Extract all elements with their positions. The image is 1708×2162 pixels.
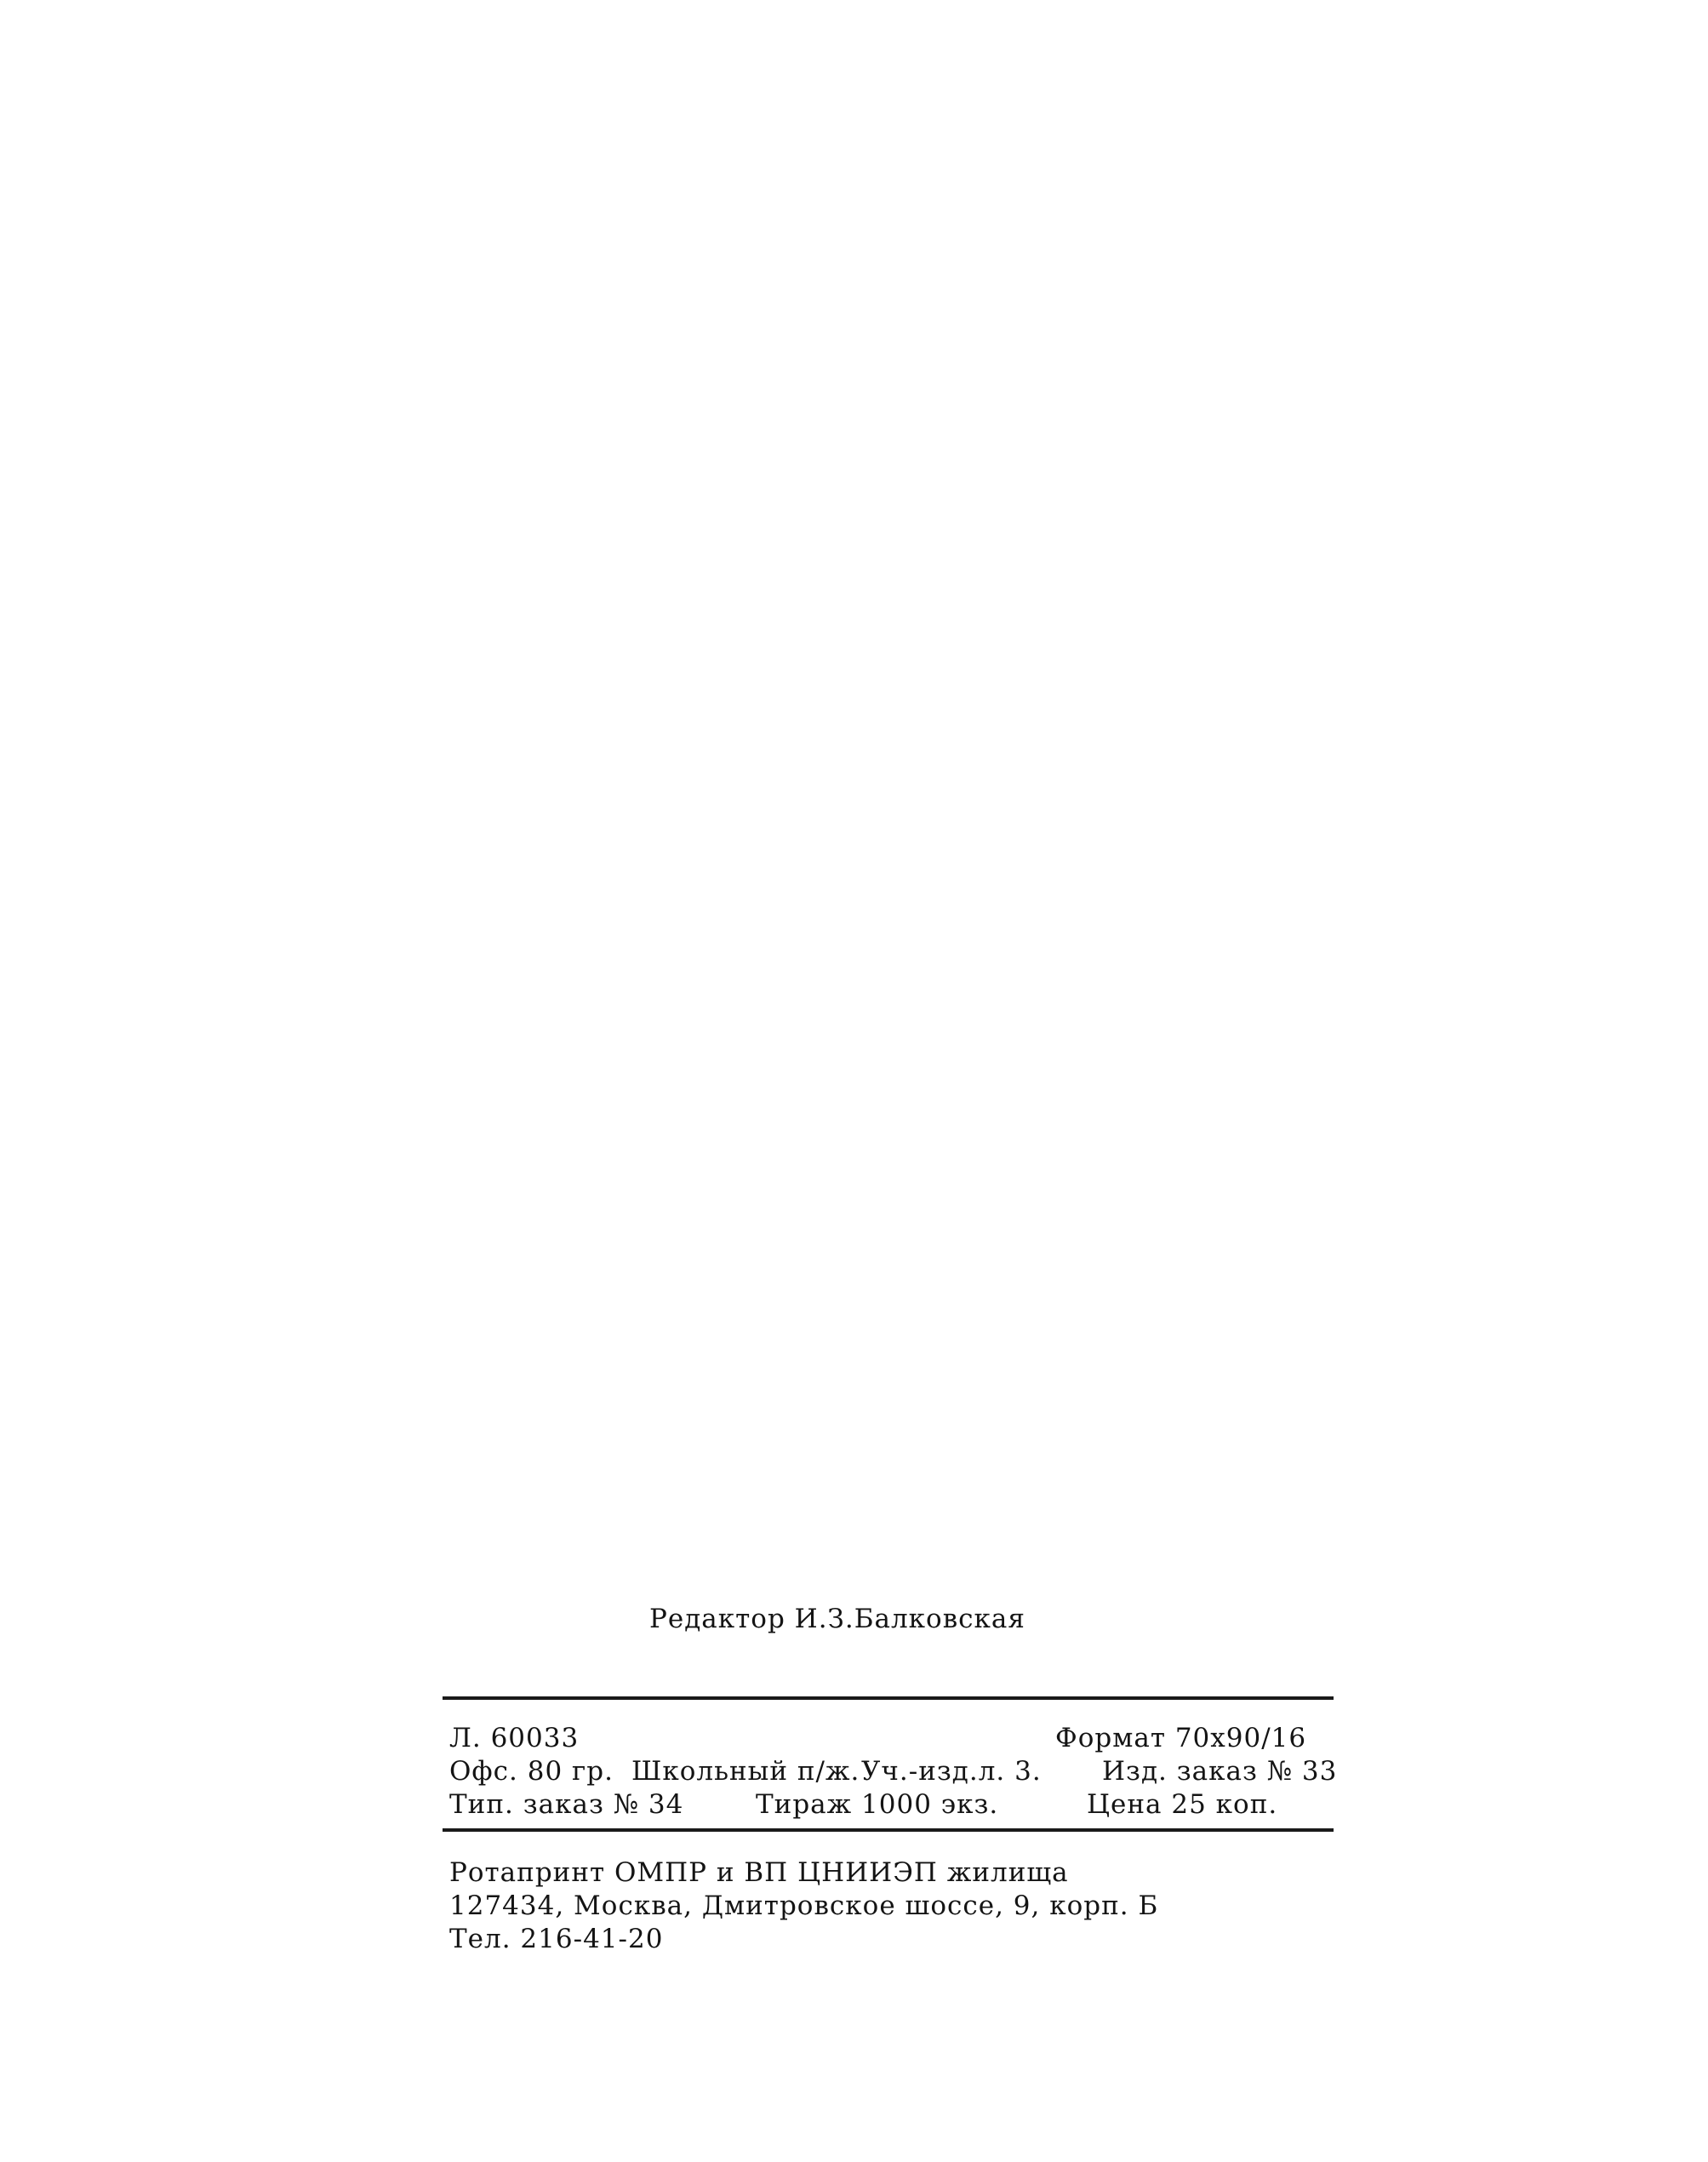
print-order: Тип. заказ № 34 — [449, 1789, 684, 1820]
printer-phone: Тел. 216-41-20 — [449, 1924, 664, 1954]
paper-type: Офс. 80 гр. — [449, 1756, 614, 1787]
typeface: Школьный п/ж. — [631, 1756, 860, 1787]
printer-address: 127434, Москва, Дмитровское шоссе, 9, корп. Б — [449, 1890, 1159, 1921]
edition-sheets: Уч.-изд.л. 3. — [861, 1756, 1042, 1787]
printer-name: Ротапринт ОМПР и ВП ЦНИИЭП жилища — [449, 1857, 1069, 1888]
publisher-order: Изд. заказ № 33 — [1102, 1756, 1338, 1787]
print-run: Тираж 1000 экз. — [756, 1789, 999, 1820]
print-format: Формат 70x90/16 — [1055, 1723, 1307, 1753]
top-divider — [443, 1696, 1334, 1700]
license-number: Л. 60033 — [449, 1723, 580, 1753]
price: Цена 25 коп. — [1087, 1789, 1278, 1820]
bottom-divider — [443, 1828, 1334, 1832]
editor-credit: Редактор И.З.Балковская — [649, 1604, 1025, 1634]
